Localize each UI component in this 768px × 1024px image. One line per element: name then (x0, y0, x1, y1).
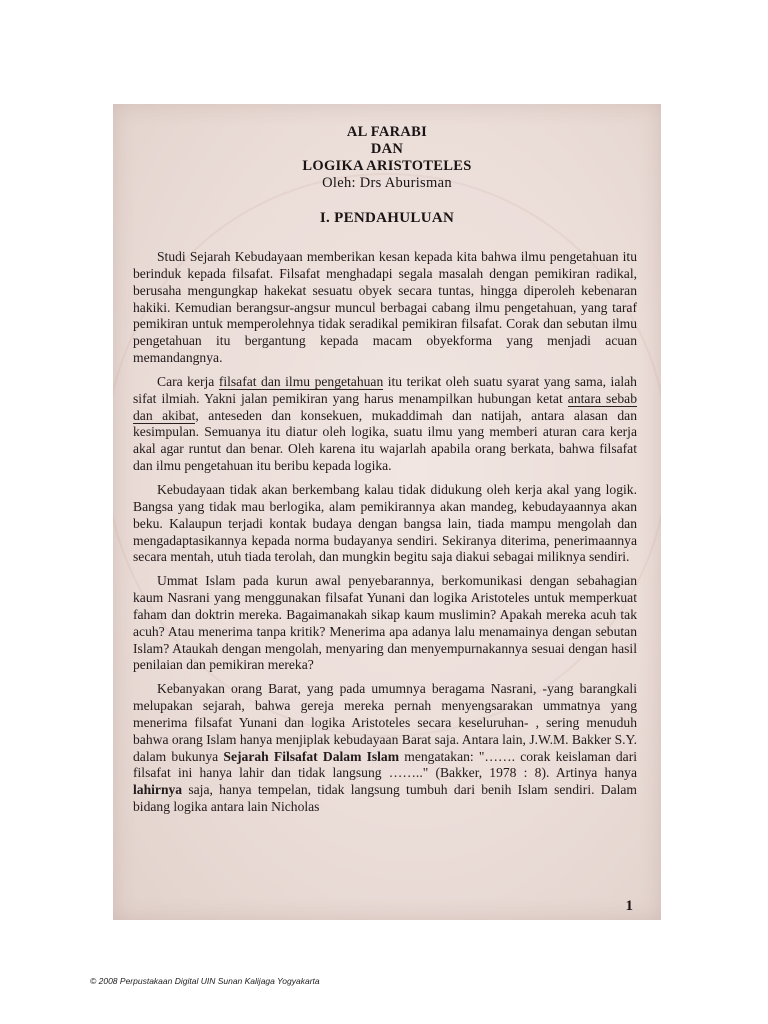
paragraph-2-text: Cara kerja (157, 373, 219, 389)
paragraph-5 (133, 681, 637, 816)
title-line-2: DAN (370, 141, 404, 157)
author-line: Oleh: Drs Aburisman (322, 175, 452, 191)
paragraph-2 (133, 374, 637, 475)
paragraph-3: Kebudayaan tidak akan berkembang kalau tidak didukung oleh kerja akal yang logik. Bangsa yang tidak mau berlogika, alam pemikirannya akan mandeg, kebudayaannya akan beku. Kalaupun terjadi kontak budaya dengan bangsa lain, tiada mampu mengolah dan mengadaptasikannya kepada norma budayanya sendiri. Sekiranya diterima, penerimaannya secara mentah, utuh tiada terolah, dan mungkin begitu saja diakui sebagai miliknya sendiri. (133, 481, 637, 565)
paragraph-5-text: mengatakan: "……. corak keislaman dari filsafat ini hanya lahir dan tidak langsung …….." (Bakker, 1978 : 8). Artinya hanya (133, 748, 638, 781)
copyright-footer: © 2008 Perpustakaan Digital UIN Sunan Kalijaga Yogyakarta (90, 976, 320, 986)
emphasis-word: lahirnya (133, 782, 183, 798)
paragraph-4: Ummat Islam pada kurun awal penyebarannya, berkomunikasi dengan sebahagian kaum Nasrani yang menggunakan filsafat Yunani dan logika Aristoteles untuk memperkuat faham dan doktrin mereka. Bagaimanakah sikap kaum muslimin? Apakah mereka acuh tak acuh? Atau menerima tanpa kritik? Menerima apa adanya lalu menamainya dengan sebutan Islam? Ataukah dengan mengolah, menyaring dan menyempurnakannya sesuai dengan hasil penilaian dan pemikiran mereka? (133, 573, 637, 673)
body-text (133, 249, 637, 823)
scanned-page (113, 104, 661, 920)
title-line-1: AL FARABI (346, 124, 428, 140)
page-number: 1 (625, 898, 633, 914)
paragraph-5-text: saja, hanya tempelan, tidak langsung tumbuh dari benih Islam sendiri. Dalam bidang logika antara lain Nicholas (133, 782, 637, 815)
book-title: Sejarah Filsafat Dalam Islam (223, 748, 400, 764)
paragraph-2-text: itu terikat oleh suatu syarat yang sama, ialah sifat ilmiah. Yakni jalan pemikiran yang harus menampilkan hubungan ketat (133, 373, 637, 406)
title-line-3: LOGIKA ARISTOTELES (302, 158, 472, 174)
section-heading: I. PENDAHULUAN (319, 210, 455, 226)
paragraph-5-text: Kebanyakan orang Barat, yang pada umumnya beragama Nasrani, -yang barangkali melupakan sejarah, bahwa gereja mereka pernah menyengsarakan ummatnya yang menerima filsafat Yunani dan logika Aristoteles secara keseluruhan- , sering menuduh bahwa orang Islam hanya menjiplak kebudayaan Barat saja. Antara lain, J.W.M. Bakker S.Y. dalam bukunya (133, 681, 637, 764)
paragraph-1: Studi Sejarah Kebudayaan memberikan kesan kepada kita bahwa ilmu pengetahuan itu berinduk kepada filsafat. Filsafat menghadapi segala masalah dengan pemikiran radikal, berusaha mengungkap hakekat sesuatu obyek secara tuntas, hingga diperoleh kebenaran hakiki. Kemudian berangsur-angsur muncul berbagai cabang ilmu pengetahuan, yang taraf pemikiran untuk memperolehnya tidak seradikal pemikiran filsafat. Corak dan sebutan ilmu pengetahuan itu bergantung kepada macam obyekforma yang menjadi acuan memandangnya. (133, 249, 637, 366)
underlined-phrase: filsafat dan ilmu pengetahuan (218, 373, 384, 389)
underlined-phrase: antara sebab dan akibat (133, 390, 637, 423)
paragraph-2-text: , anteseden dan konsekuen, mukaddimah dan natijah, antara alasan dan kesimpulan. Semuanya itu diatur oleh logika, suatu ilmu yang memberi aturan cara kerja akal agar runtut dan benar. Oleh karena itu wajarlah apabila orang berkata, bahwa filsafat dan ilmu pengetahuan itu beribu kepada logika. (133, 407, 637, 474)
